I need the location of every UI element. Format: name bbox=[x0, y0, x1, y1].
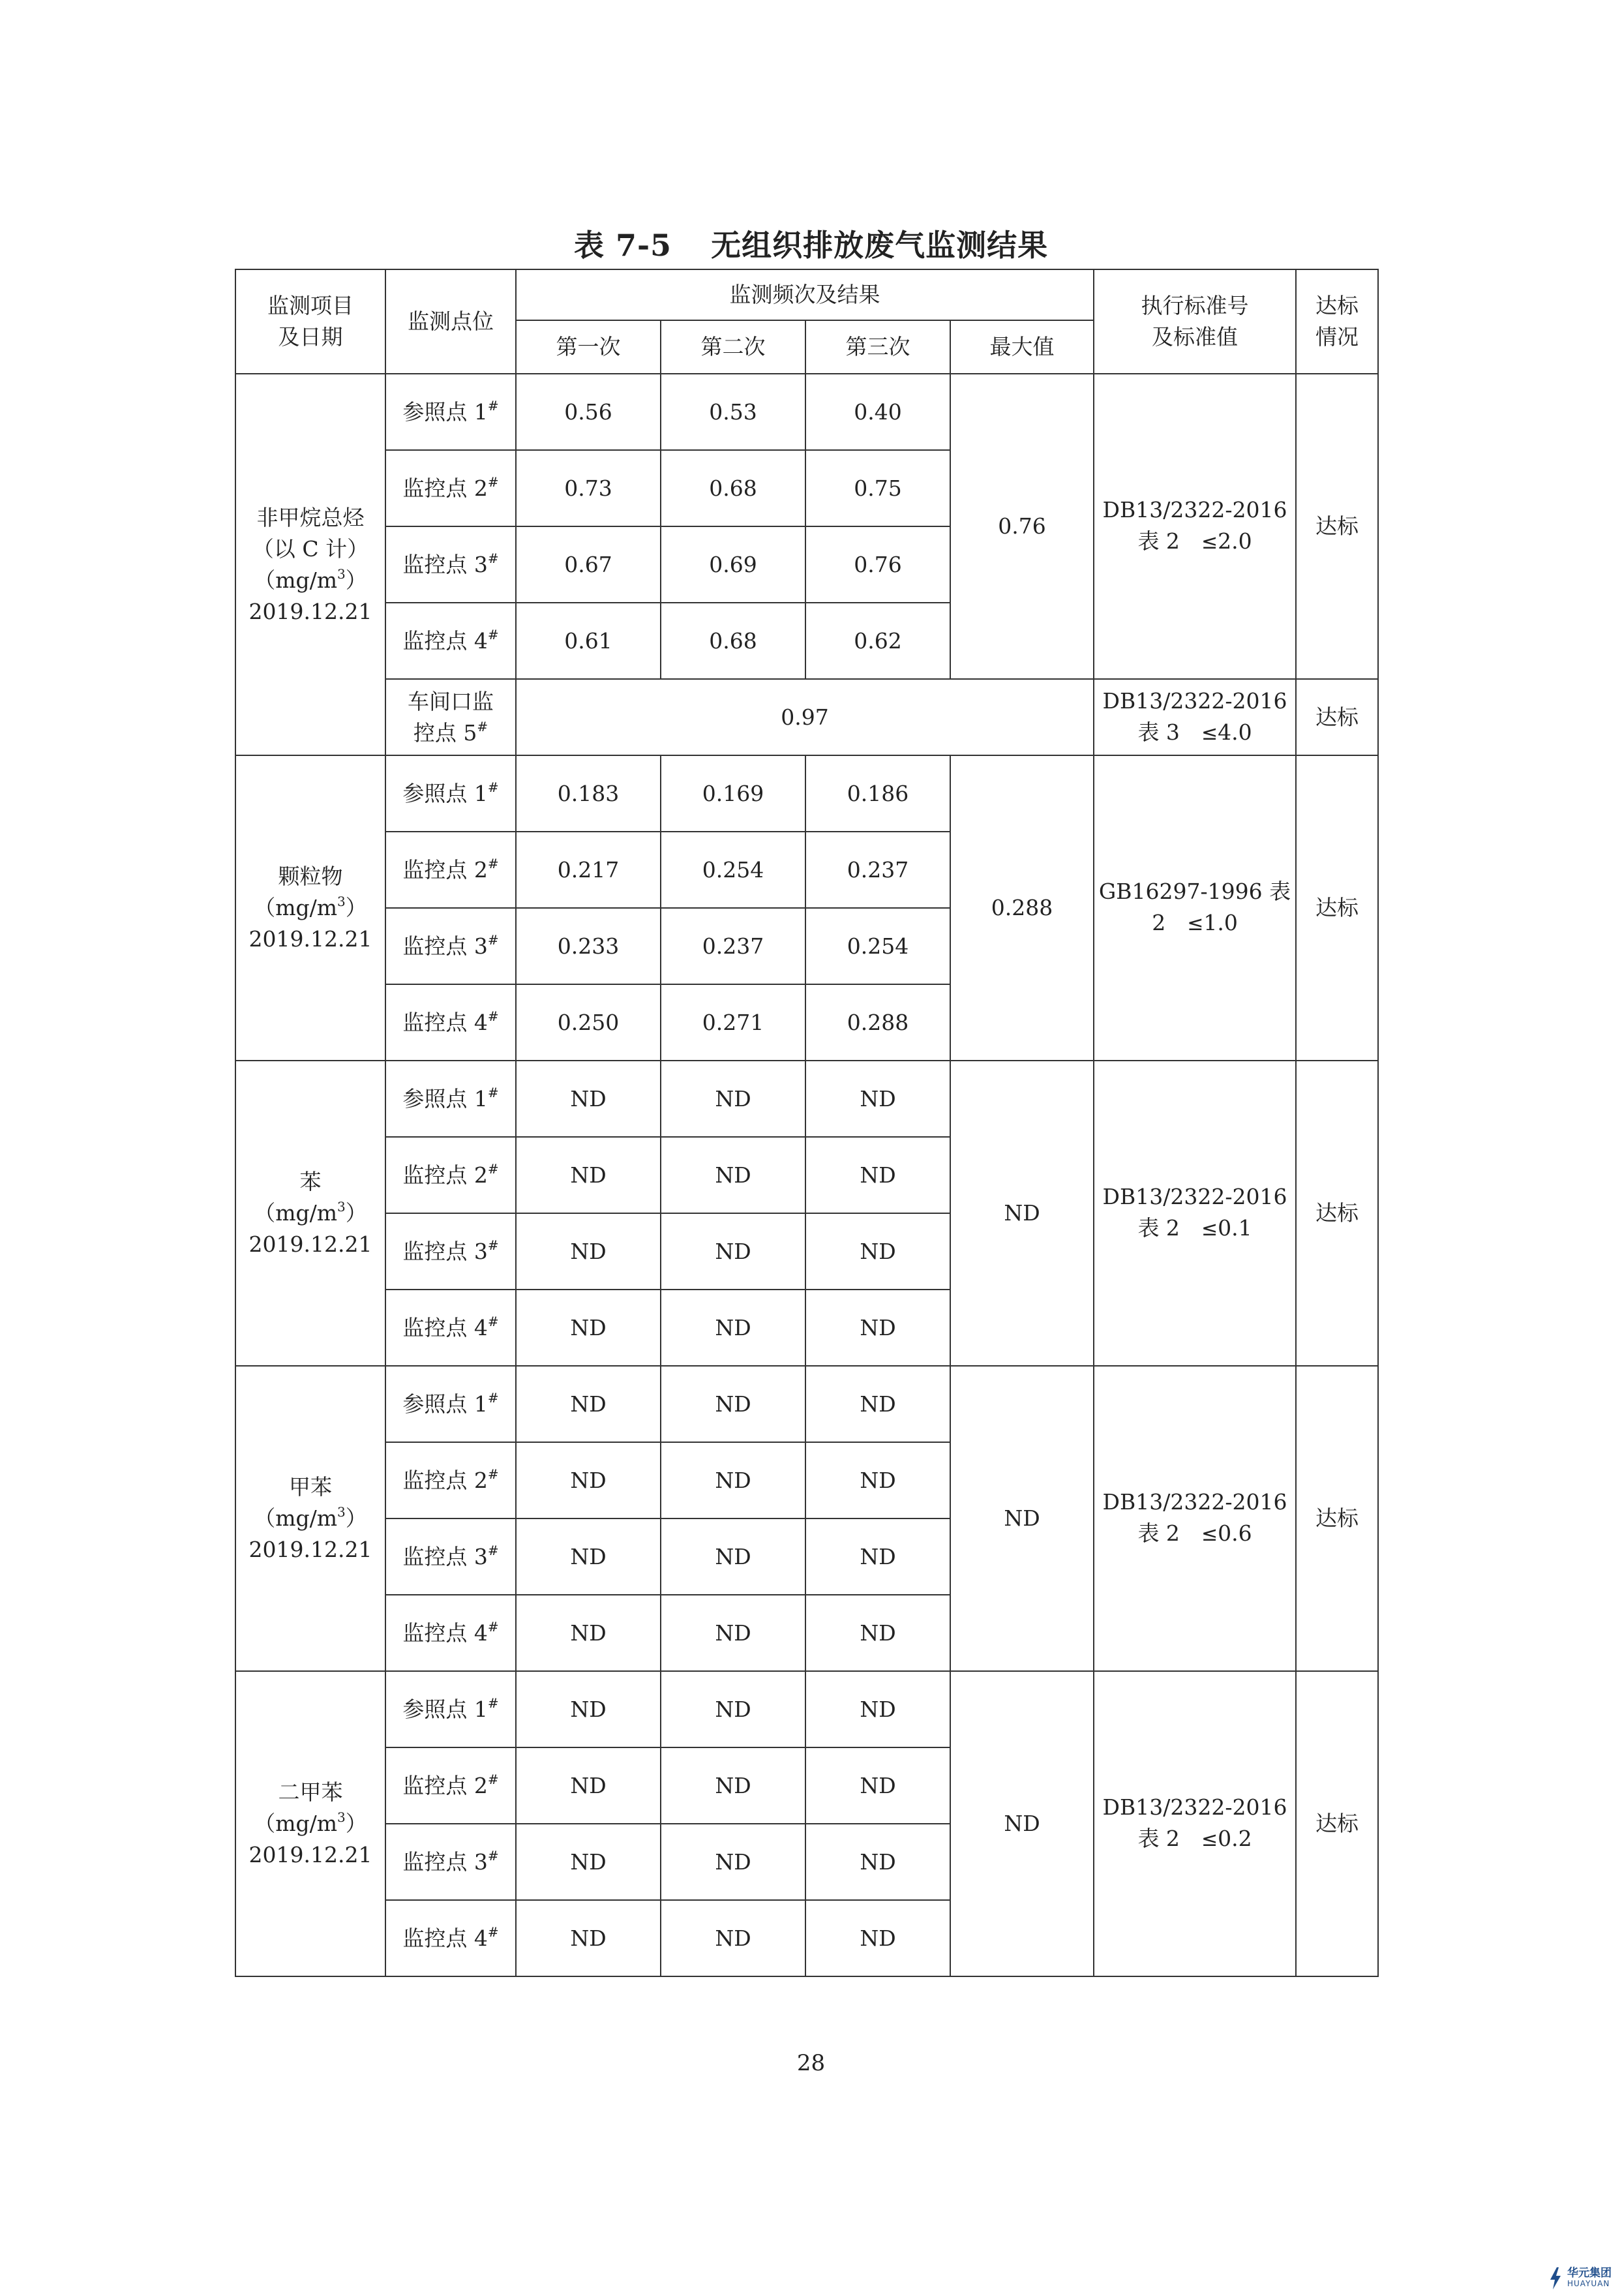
item-cell: 苯 $(mg/m^3)$ 2019.12.21 bbox=[235, 1061, 385, 1366]
table-caption: 无组织排放废气监测结果 bbox=[711, 228, 1049, 263]
item-cell: 颗粒物 $(mg/m^3)$ 2019.12.21 bbox=[235, 755, 385, 1061]
value-second: 0.169 bbox=[661, 755, 805, 832]
value-third: ND bbox=[805, 1213, 950, 1290]
value-second: 0.53 bbox=[661, 374, 805, 450]
value-second: ND bbox=[661, 1518, 805, 1595]
value-third: ND bbox=[805, 1900, 950, 1976]
value-third: 0.254 bbox=[805, 908, 950, 984]
value-second: 0.237 bbox=[661, 908, 805, 984]
value-third: 0.62 bbox=[805, 603, 950, 679]
value-third: ND bbox=[805, 1137, 950, 1213]
value-third: 0.237 bbox=[805, 832, 950, 908]
header-compliance: 达标 情况 bbox=[1296, 269, 1378, 374]
value-third: 0.40 bbox=[805, 374, 950, 450]
company-logo bbox=[1549, 2267, 1612, 2289]
point-cell: 监控点 2# bbox=[385, 1442, 516, 1518]
logo-text-en: HUAYUAN bbox=[1567, 2279, 1610, 2288]
value-second: ND bbox=[661, 1671, 805, 1747]
value-first: 0.250 bbox=[516, 984, 661, 1061]
value-second: ND bbox=[661, 1137, 805, 1213]
value-third: ND bbox=[805, 1824, 950, 1900]
point-cell: 车间口监 控点 5# bbox=[385, 679, 516, 755]
value-first: ND bbox=[516, 1900, 661, 1976]
header-item: 监测项目 及日期 bbox=[235, 269, 385, 374]
point-cell: 参照点 1# bbox=[385, 755, 516, 832]
value-second: ND bbox=[661, 1290, 805, 1366]
table-body bbox=[235, 374, 1378, 1976]
point-cell: 监控点 2# bbox=[385, 1747, 516, 1824]
compliance-cell: 达标 bbox=[1296, 1366, 1378, 1671]
value-third: ND bbox=[805, 1595, 950, 1671]
max-value-cell: 0.76 bbox=[950, 374, 1094, 679]
header-first: 第一次 bbox=[516, 320, 661, 374]
table-row bbox=[235, 1671, 1378, 1747]
value-third: 0.75 bbox=[805, 450, 950, 526]
value-third: ND bbox=[805, 1518, 950, 1595]
value-third: ND bbox=[805, 1442, 950, 1518]
value-second: ND bbox=[661, 1213, 805, 1290]
merged-value-cell: 0.97 bbox=[516, 679, 1094, 755]
table-number: 表 7-5 bbox=[573, 228, 672, 263]
item-cell: 二甲苯 $(mg/m^3)$ 2019.12.21 bbox=[235, 1671, 385, 1976]
compliance-cell: 达标 bbox=[1296, 374, 1378, 679]
standard-cell: DB13/2322-2016 表 2 ≤0.2 bbox=[1094, 1671, 1296, 1976]
value-second: 0.271 bbox=[661, 984, 805, 1061]
item-cell: 非甲烷总烃 （以 C 计） $(mg/m^3)$ 2019.12.21 bbox=[235, 374, 385, 755]
value-first: ND bbox=[516, 1137, 661, 1213]
header-third: 第三次 bbox=[805, 320, 950, 374]
standard-cell: DB13/2322-2016 表 3 ≤4.0 bbox=[1094, 679, 1296, 755]
value-third: ND bbox=[805, 1747, 950, 1824]
compliance-cell: 达标 bbox=[1296, 1061, 1378, 1366]
table-title bbox=[0, 222, 1622, 265]
value-first: 0.183 bbox=[516, 755, 661, 832]
standard-cell: DB13/2322-2016 表 2 ≤0.1 bbox=[1094, 1061, 1296, 1366]
header-frequency: 监测频次及结果 bbox=[516, 269, 1094, 320]
table-row bbox=[235, 679, 1378, 755]
point-cell: 监控点 2# bbox=[385, 1137, 516, 1213]
standard-cell: GB16297-1996 表 2 ≤1.0 bbox=[1094, 755, 1296, 1061]
value-second: 0.69 bbox=[661, 526, 805, 603]
value-second: ND bbox=[661, 1900, 805, 1976]
value-first: 0.67 bbox=[516, 526, 661, 603]
logo-text-cn: 华元集团 bbox=[1567, 2267, 1612, 2280]
value-second: 0.68 bbox=[661, 450, 805, 526]
value-first: ND bbox=[516, 1518, 661, 1595]
table-row bbox=[235, 755, 1378, 832]
compliance-cell: 达标 bbox=[1296, 755, 1378, 1061]
point-cell: 监控点 3# bbox=[385, 1824, 516, 1900]
value-second: 0.68 bbox=[661, 603, 805, 679]
value-first: ND bbox=[516, 1061, 661, 1137]
point-cell: 监控点 2# bbox=[385, 450, 516, 526]
point-cell: 参照点 1# bbox=[385, 1061, 516, 1137]
header-second: 第二次 bbox=[661, 320, 805, 374]
value-first: 0.233 bbox=[516, 908, 661, 984]
value-first: ND bbox=[516, 1747, 661, 1824]
page-number: 28 bbox=[796, 2050, 826, 2076]
value-second: ND bbox=[661, 1366, 805, 1442]
value-third: ND bbox=[805, 1061, 950, 1137]
point-cell: 监控点 3# bbox=[385, 908, 516, 984]
point-cell: 参照点 1# bbox=[385, 1366, 516, 1442]
point-cell: 参照点 1# bbox=[385, 1671, 516, 1747]
value-second: 0.254 bbox=[661, 832, 805, 908]
value-first: ND bbox=[516, 1213, 661, 1290]
compliance-cell: 达标 bbox=[1296, 1671, 1378, 1976]
value-second: ND bbox=[661, 1061, 805, 1137]
value-first: 0.56 bbox=[516, 374, 661, 450]
table-row bbox=[235, 1061, 1378, 1137]
value-third: ND bbox=[805, 1290, 950, 1366]
value-third: 0.288 bbox=[805, 984, 950, 1061]
point-cell: 监控点 3# bbox=[385, 526, 516, 603]
point-cell: 监控点 4# bbox=[385, 1900, 516, 1976]
value-first: ND bbox=[516, 1290, 661, 1366]
header-standard: 执行标准号 及标准值 bbox=[1094, 269, 1296, 374]
value-second: ND bbox=[661, 1747, 805, 1824]
value-first: ND bbox=[516, 1824, 661, 1900]
max-value-cell: ND bbox=[950, 1671, 1094, 1976]
value-first: ND bbox=[516, 1671, 661, 1747]
point-cell: 监控点 4# bbox=[385, 1595, 516, 1671]
value-first: ND bbox=[516, 1595, 661, 1671]
table-row bbox=[235, 374, 1378, 450]
standard-cell: DB13/2322-2016 表 2 ≤0.6 bbox=[1094, 1366, 1296, 1671]
value-third: 0.186 bbox=[805, 755, 950, 832]
point-cell: 监控点 3# bbox=[385, 1213, 516, 1290]
header-point: 监测点位 bbox=[385, 269, 516, 374]
value-third: ND bbox=[805, 1671, 950, 1747]
value-third: 0.76 bbox=[805, 526, 950, 603]
compliance-cell: 达标 bbox=[1296, 679, 1378, 755]
standard-cell: DB13/2322-2016 表 2 ≤2.0 bbox=[1094, 374, 1296, 679]
max-value-cell: ND bbox=[950, 1366, 1094, 1671]
point-cell: 监控点 4# bbox=[385, 1290, 516, 1366]
value-second: ND bbox=[661, 1595, 805, 1671]
max-value-cell: 0.288 bbox=[950, 755, 1094, 1061]
item-cell: 甲苯 $(mg/m^3)$ 2019.12.21 bbox=[235, 1366, 385, 1671]
value-first: ND bbox=[516, 1442, 661, 1518]
value-first: 0.61 bbox=[516, 603, 661, 679]
lightning-bolt-icon bbox=[1549, 2267, 1562, 2289]
monitoring-results-table bbox=[235, 269, 1379, 1977]
header-max: 最大值 bbox=[950, 320, 1094, 374]
max-value-cell: ND bbox=[950, 1061, 1094, 1366]
value-first: ND bbox=[516, 1366, 661, 1442]
point-cell: 监控点 2# bbox=[385, 832, 516, 908]
point-cell: 参照点 1# bbox=[385, 374, 516, 450]
value-third: ND bbox=[805, 1366, 950, 1442]
point-cell: 监控点 3# bbox=[385, 1518, 516, 1595]
point-cell: 监控点 4# bbox=[385, 984, 516, 1061]
value-first: 0.217 bbox=[516, 832, 661, 908]
point-cell: 监控点 4# bbox=[385, 603, 516, 679]
value-second: ND bbox=[661, 1442, 805, 1518]
value-first: 0.73 bbox=[516, 450, 661, 526]
value-second: ND bbox=[661, 1824, 805, 1900]
table-row bbox=[235, 1366, 1378, 1442]
